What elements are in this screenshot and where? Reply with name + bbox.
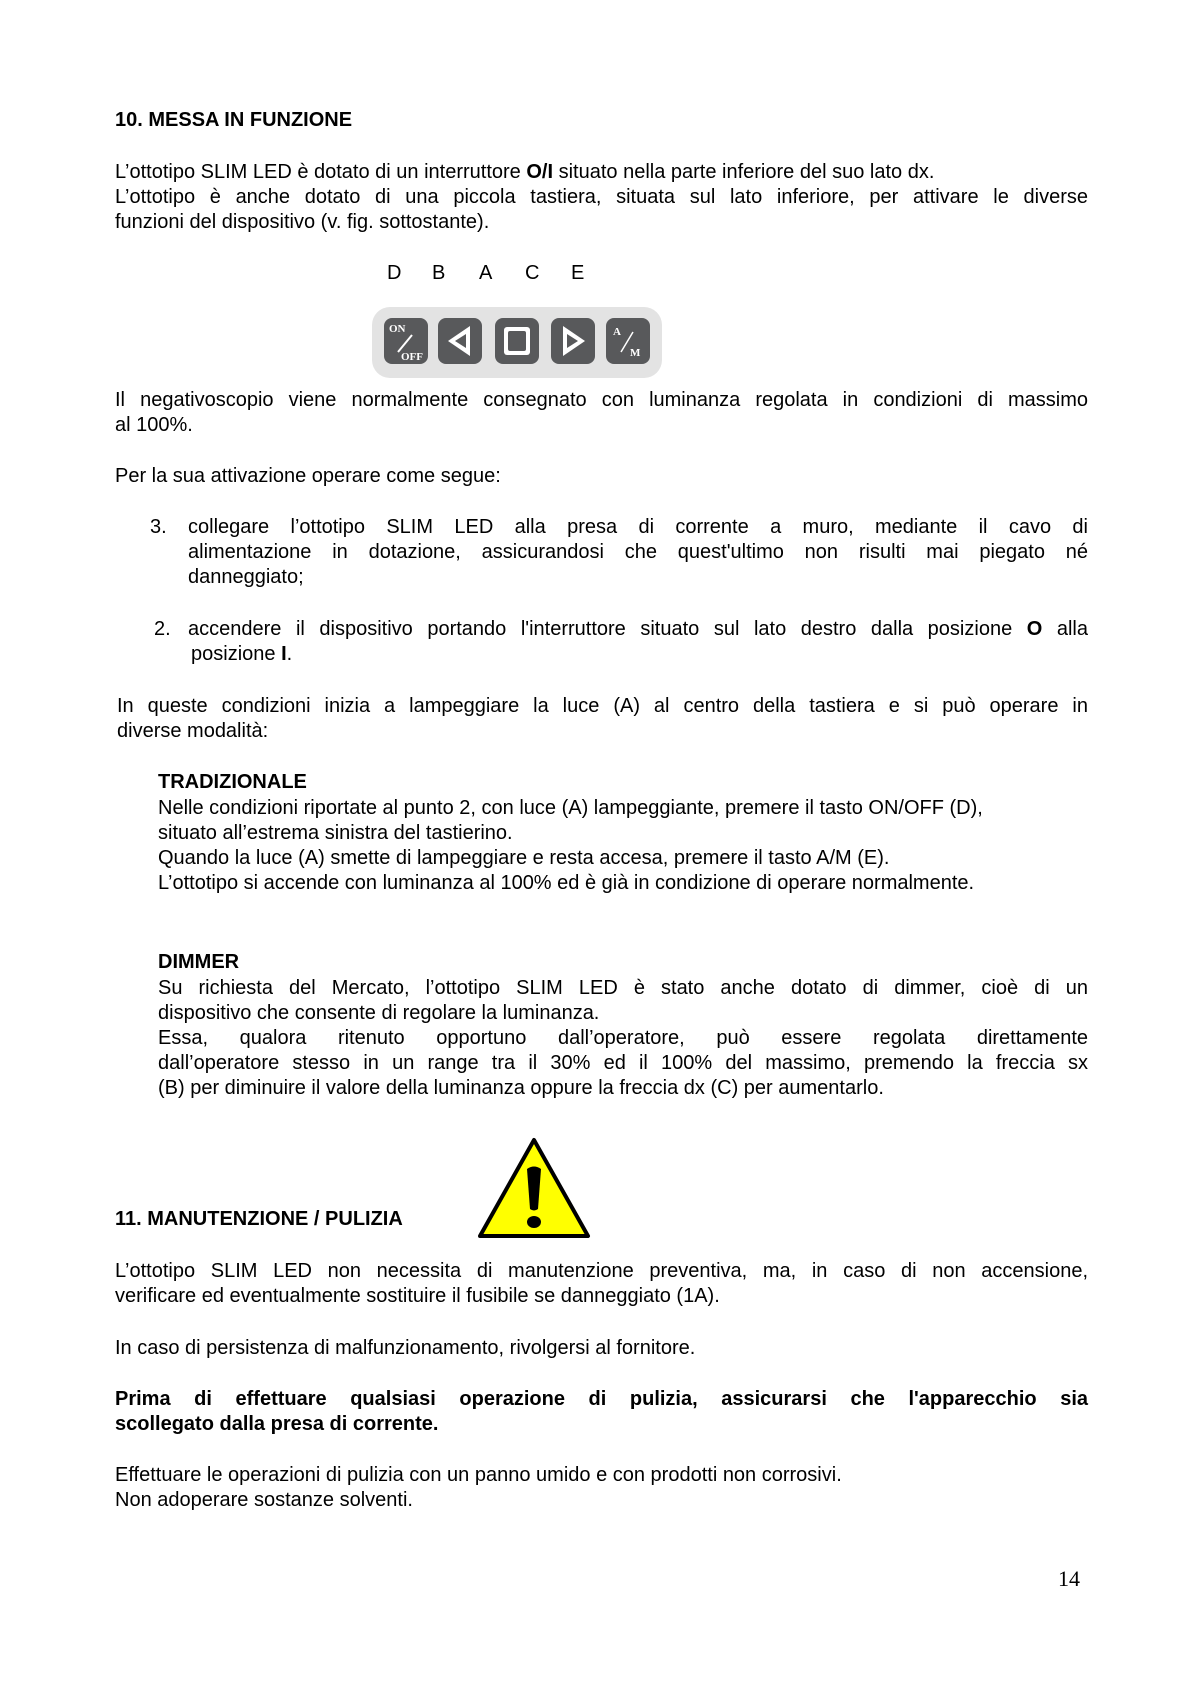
- list-item-number: 2.: [154, 618, 171, 640]
- dimmer-line-3: Essa, qualora ritenuto opportuno dall’operatore, può essere regolata direttamente: [158, 1027, 1088, 1049]
- section-10-title: 10. MESSA IN FUNZIONE: [115, 109, 353, 131]
- left-arrow-key: [438, 318, 482, 364]
- keypad-letter-d: D: [387, 262, 402, 284]
- maintenance-line-2: verificare ed eventualmente sostituire il fusibile se danneggiato (1A).: [115, 1285, 720, 1307]
- square-icon: [495, 318, 539, 364]
- dimmer-line-1: Su richiesta del Mercato, l’ottotipo SLIM LED è stato anche dotato di dimmer, cioè di un: [158, 977, 1088, 999]
- list-item-text: .: [286, 643, 293, 665]
- intro-line-1: [115, 160, 934, 185]
- list-item-1-line-1: collegare l’ottotipo SLIM LED alla presa di corrente a muro, mediante il cavo di: [188, 516, 1088, 538]
- luminance-line-2: al 100%.: [115, 414, 193, 436]
- dimmer-line-2: dispositivo che consente di regolare la luminanza.: [158, 1002, 600, 1024]
- intro-text: situato nella parte inferiore del suo lato dx.: [553, 161, 935, 183]
- keypad-figure: [372, 307, 662, 378]
- list-item-text: posizione: [191, 643, 282, 665]
- traditional-line-4: L’ottotipo si accende con luminanza al 100% ed è già in condizione di operare normalmente.: [158, 872, 975, 894]
- left-arrow-icon: [438, 318, 482, 364]
- list-item-text: alla: [1042, 618, 1088, 640]
- list-item-number: 3.: [150, 516, 167, 538]
- switch-label: O/I: [526, 161, 554, 183]
- traditional-line-1: Nelle condizioni riportate al punto 2, con luce (A) lampeggiante, premere il tasto ON/OFF (D),: [158, 797, 983, 819]
- conditions-line-1: In queste condizioni inizia a lampeggiare la luce (A) al centro della tastiera e si può operare in: [117, 695, 1088, 717]
- traditional-line-2: situato all’estrema sinistra del tastierino.: [158, 822, 513, 844]
- cleaning-warning-line-1: Prima di effettuare qualsiasi operazione di pulizia, assicurarsi che l'apparecchio sia: [115, 1388, 1088, 1410]
- list-item-text: accendere il dispositivo portando l'interruttore situato sul lato destro dalla posizione: [188, 618, 1027, 640]
- on-off-key: [384, 318, 428, 364]
- maintenance-line-1: L’ottotipo SLIM LED non necessita di manutenzione preventiva, ma, in caso di non accensione,: [115, 1260, 1088, 1282]
- conditions-line-2: diverse modalità:: [117, 720, 269, 742]
- luminance-line-1: Il negativoscopio viene normalmente consegnato con luminanza regolata in condizioni di massimo: [115, 389, 1088, 411]
- intro-text: L’ottotipo SLIM LED è dotato di un interruttore: [115, 161, 527, 183]
- activation-intro: Per la sua attivazione operare come segue:: [115, 465, 501, 487]
- page-number: 14: [1058, 1566, 1080, 1591]
- traditional-line-3: Quando la luce (A) smette di lampeggiare e resta accesa, premere il tasto A/M (E).: [158, 847, 890, 869]
- on-label: ON: [389, 323, 406, 335]
- section-11-title: 11. MANUTENZIONE / PULIZIA: [115, 1208, 403, 1230]
- position-i: I: [281, 643, 287, 665]
- dimmer-line-5: (B) per diminuire il valore della luminanza oppure la freccia dx (C) per aumentarlo.: [158, 1077, 884, 1099]
- cleaning-instructions-line-1: Effettuare le operazioni di pulizia con un panno umido e con prodotti non corrosivi.: [115, 1464, 842, 1486]
- list-item-2-line-1: [188, 617, 1088, 642]
- malfunction-note: In caso di persistenza di malfunzionamento, rivolgersi al fornitore.: [115, 1337, 696, 1359]
- center-light-key: [495, 318, 539, 364]
- traditional-heading: TRADIZIONALE: [158, 771, 307, 793]
- cleaning-instructions-line-2: Non adoperare sostanze solventi.: [115, 1489, 413, 1511]
- keypad-letter-e: E: [571, 262, 585, 284]
- warning-triangle-icon: [476, 1136, 592, 1241]
- m-label: M: [630, 347, 641, 359]
- dimmer-heading: DIMMER: [158, 951, 240, 973]
- keypad-letter-a: A: [479, 262, 493, 284]
- a-m-key: [606, 318, 650, 364]
- right-arrow-key: [551, 318, 595, 364]
- list-item-1-line-2: alimentazione in dotazione, assicurandosi che quest'ultimo non risulti mai piegato né: [188, 541, 1088, 563]
- keypad-letter-b: B: [432, 262, 446, 284]
- cleaning-warning-line-2: scollegato dalla presa di corrente.: [115, 1413, 439, 1435]
- right-arrow-icon: [551, 318, 595, 364]
- off-label: OFF: [401, 351, 423, 363]
- intro-line-2: L’ottotipo è anche dotato di una piccola tastiera, situata sul lato inferiore, per attivare le diverse: [115, 186, 1088, 208]
- intro-line-3: funzioni del dispositivo (v. fig. sottostante).: [115, 211, 490, 233]
- keypad-letter-c: C: [525, 262, 540, 284]
- position-o: O: [1026, 618, 1043, 640]
- a-label: A: [613, 326, 621, 338]
- dimmer-line-4: dall’operatore stesso in un range tra il 30% ed il 100% del massimo, premendo la freccia sx: [158, 1052, 1088, 1074]
- list-item-1-line-3: danneggiato;: [188, 566, 304, 588]
- list-item-2-line-2: [191, 642, 292, 667]
